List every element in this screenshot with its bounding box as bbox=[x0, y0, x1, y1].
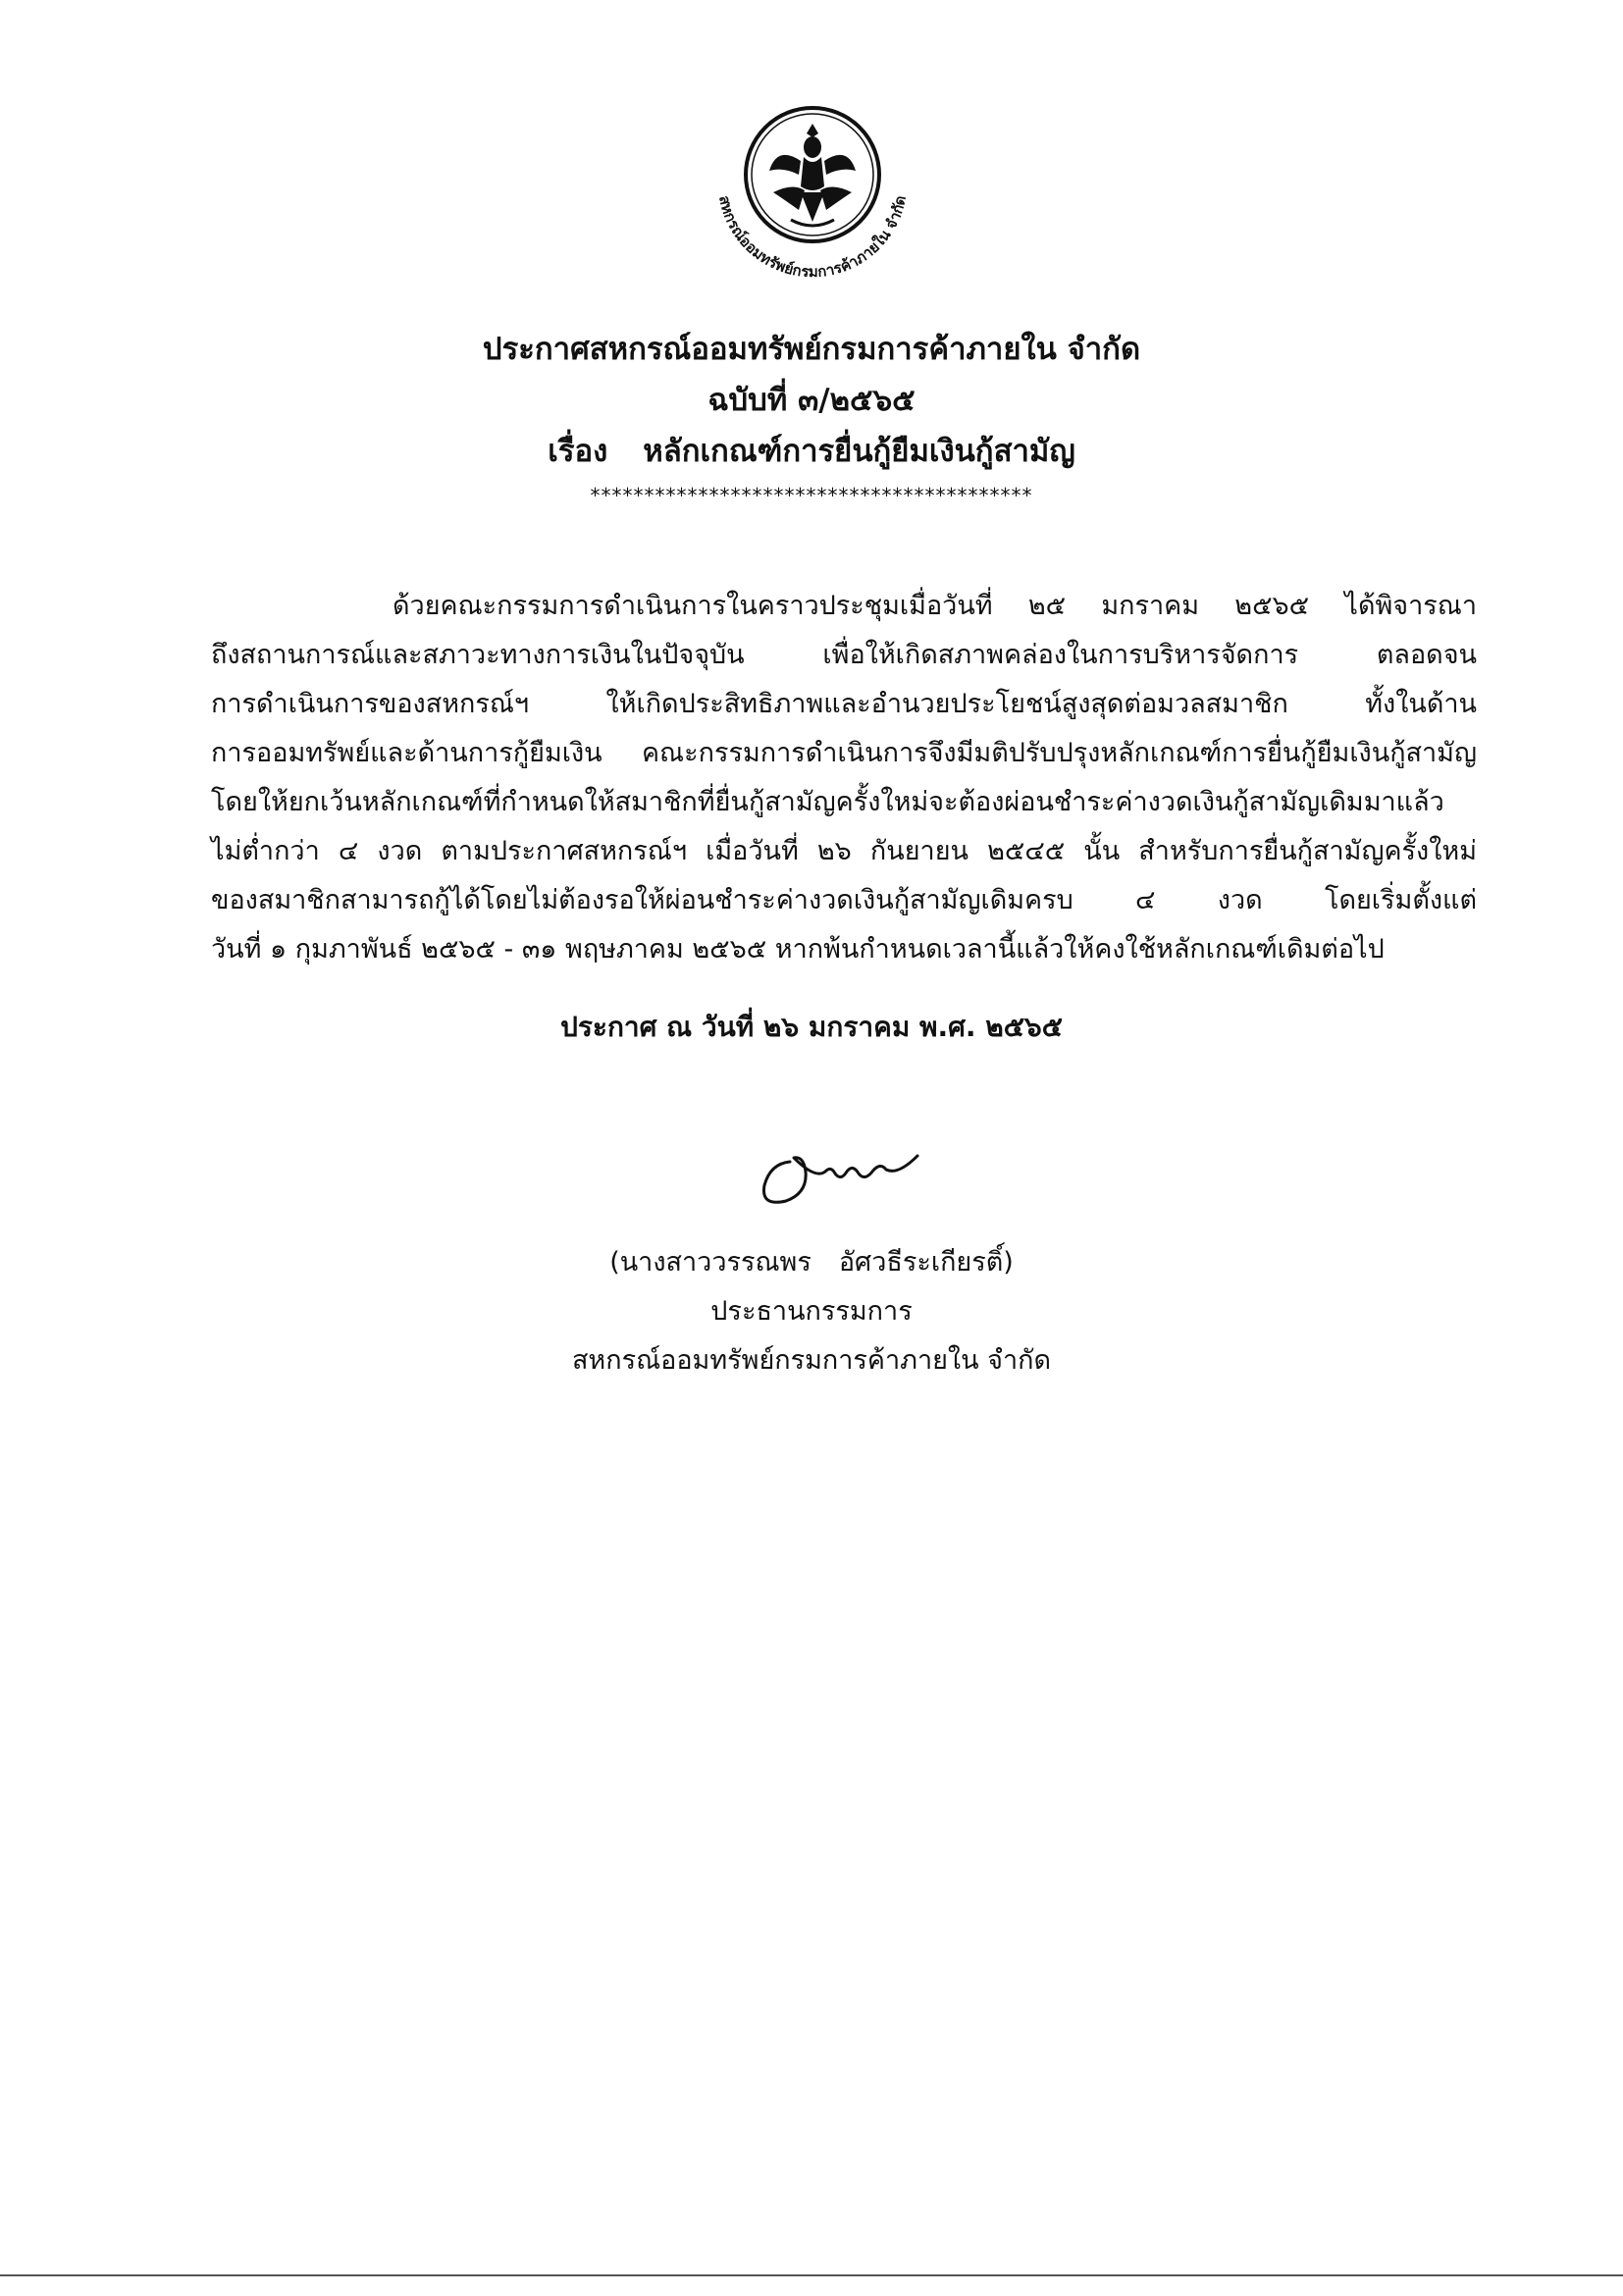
signer-block bbox=[0, 1238, 1623, 1385]
body-line: ด้วยคณะกรรมการดำเนินการในคราวประชุมเมื่อวันที่ ๒๕ มกราคม ๒๕๖๕ ได้พิจารณา bbox=[393, 591, 1477, 621]
body-line: การออมทรัพย์และด้านการกู้ยืมเงิน คณะกรรมการดำเนินการจึงมีมติปรับปรุงหลักเกณฑ์การยื่นกู้ยืมเงินกู้สามัญ bbox=[211, 738, 1477, 768]
body-line: ไม่ต่ำกว่า ๔ งวด ตามประกาศสหกรณ์ฯ เมื่อวันที่ ๒๖ กันยายน ๒๕๔๕ นั้น สำหรับการยื่นกู้สามัญครั้งใหม่ bbox=[211, 836, 1477, 866]
document-number: ฉบับที่ ๓/๒๕๖๕ bbox=[707, 383, 916, 418]
subject-label: เรื่อง bbox=[548, 434, 608, 469]
body-line: ถึงสถานการณ์และสภาวะทางการเงินในปัจจุบัน เพื่อให้เกิดสภาพคล่องในการบริหารจัดการ ตลอดจน bbox=[211, 640, 1477, 670]
body-line: วันที่ ๑ กุมภาพันธ์ ๒๕๖๕ - ๓๑ พฤษภาคม ๒๕๖๕ หากพ้นกำหนดเวลานี้แล้วให้คงใช้หลักเกณฑ์เดิมต่อไป bbox=[211, 934, 1385, 965]
signer-name bbox=[0, 1238, 1623, 1287]
announcement-date: ประกาศ ณ วันที่ ๒๖ มกราคม พ.ศ. ๒๕๖๕ bbox=[560, 1011, 1063, 1043]
header-separator: ***************************************** bbox=[590, 484, 1033, 507]
document-subject bbox=[0, 426, 1623, 477]
document-header bbox=[0, 324, 1623, 510]
signer-name-first: (นางสาววรรณพร bbox=[609, 1247, 812, 1278]
signature-icon bbox=[751, 1128, 947, 1217]
garuda-seal-icon bbox=[675, 77, 950, 292]
signer-position: ประธานกรรมการ bbox=[710, 1296, 913, 1327]
document-title: ประกาศสหกรณ์ออมทรัพย์กรมการค้าภายใน จำกัด bbox=[482, 332, 1141, 367]
signer-organization: สหกรณ์ออมทรัพย์กรมการค้าภายใน จำกัด bbox=[571, 1345, 1052, 1376]
handwritten-signature bbox=[751, 1128, 947, 1217]
subject-text: หลักเกณฑ์การยื่นกู้ยืมเงินกู้สามัญ bbox=[643, 434, 1075, 469]
seal-ring-text: สหกรณ์ออมทรัพย์กรมการค้าภายใน จำกัด bbox=[715, 193, 910, 282]
body-paragraph bbox=[211, 582, 1477, 974]
body-line: ของสมาชิกสามารถกู้ได้โดยไม่ต้องรอให้ผ่อนชำระค่างวดเงินกู้สามัญเดิมครบ ๔ งวด โดยเริ่มตั้งแต่ bbox=[211, 885, 1477, 915]
cooperative-seal bbox=[675, 77, 950, 292]
body-line: การดำเนินการของสหกรณ์ฯ ให้เกิดประสิทธิภาพและอำนวยประโยชน์สูงสุดต่อมวลสมาชิก ทั้งในด้าน bbox=[211, 689, 1477, 719]
page-bottom-rule bbox=[0, 2274, 1623, 2276]
signer-name-last: อัศวธีระเกียรติ์) bbox=[838, 1247, 1014, 1278]
body-line: โดยให้ยกเว้นหลักเกณฑ์ที่กำหนดให้สมาชิกที่ยื่นกู้สามัญครั้งใหม่จะต้องผ่อนชำระค่างวดเงินกู้สามัญเดิมมาแล้ว bbox=[211, 787, 1444, 817]
